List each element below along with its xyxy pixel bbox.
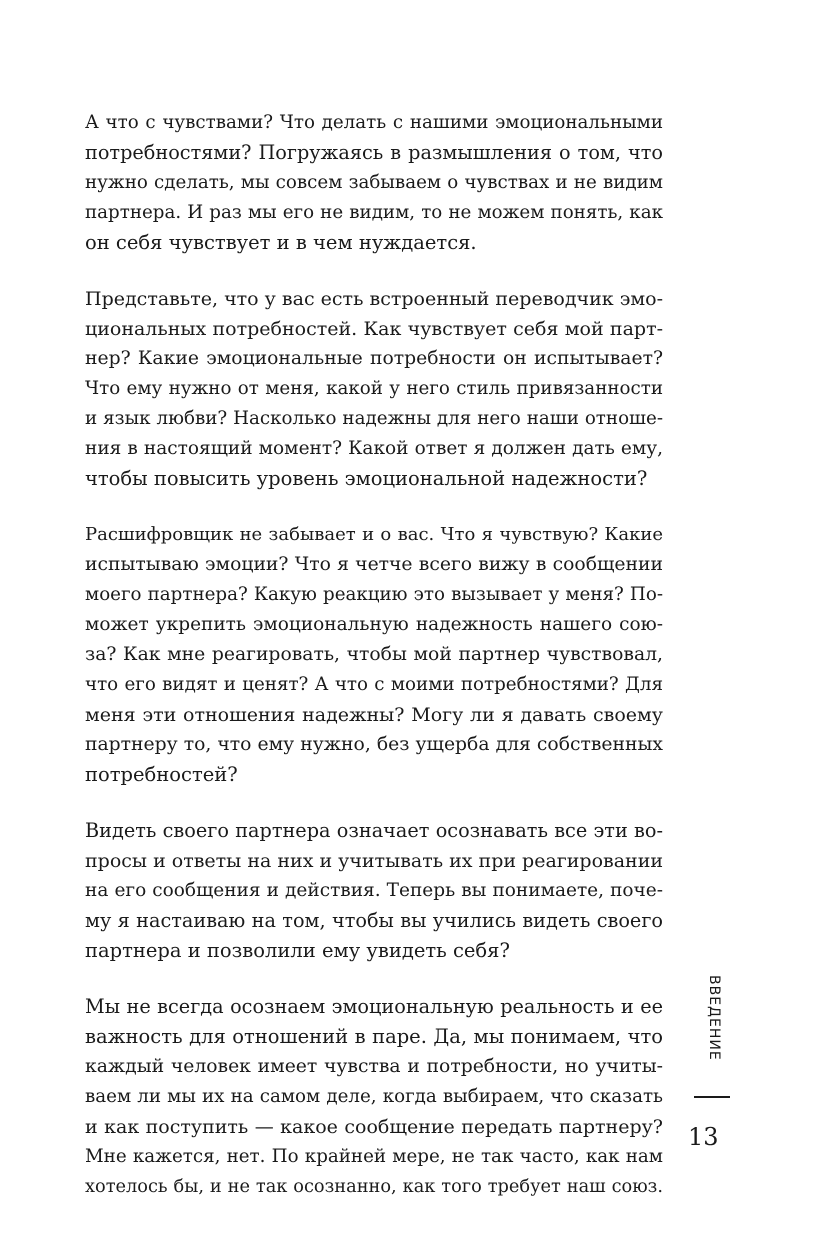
text-line: ваем ли мы их на самом деле, когда выбираем, что сказать [85,1086,663,1107]
page-body [85,108,663,1228]
text-line: испытываю эмоции? Что я четче всего вижу в сообщении [85,554,663,575]
text-line: хотелось бы, и не так осознанно, как того требует наш союз. [85,1177,663,1197]
text-line: партнера и позволили ему увидеть себя? [85,939,510,962]
text-line: Мне кажется, нет. По крайней мере, не так часто, как нам [85,1146,663,1167]
text-line: может укрепить эмоциональную надежность нашего сою- [85,614,663,635]
text-line: и язык любви? Насколько надежны для него наши отноше- [85,408,663,429]
text-line: нер? Какие эмоциональные потребности он испытывает? [85,348,663,369]
text-line: циональных потребностей. Как чувствует себя мой парт- [85,318,663,340]
text-line: Видеть своего партнера означает осознавать все эти во- [85,819,663,842]
text-line: чтобы повысить уровень эмоциональной надежности? [85,467,648,490]
text-line: он себя чувствует и в чем нуждается. [85,231,477,254]
text-line: просы и ответы на них и учитывать их при реагировании [85,850,664,872]
text-line: и как поступить — какое сообщение передать партнеру? [85,1116,663,1138]
text-line: потребностей? [85,763,238,786]
text-line: партнеру то, что ему нужно, без ущерба для собственных [85,734,663,755]
text-line: А что с чувствами? Что делать с нашими эмоциональными [85,112,663,133]
text-line: Мы не всегда осознаем эмоциональную реальность и ее [85,995,663,1018]
text-line: моего партнера? Какую реакцию это вызывает у меня? По- [85,584,663,605]
text-line: что его видят и ценят? А что с моими потребностями? Для [85,674,663,695]
text-line: партнера. И раз мы его не видим, то не можем понять, как [85,202,663,223]
text-line: Представьте, что у вас есть встроенный переводчик эмо- [85,288,663,310]
paragraph-1 [85,108,663,258]
section-label: ВВЕДЕНИЕ [706,975,722,1061]
text-line: ния в настоящий момент? Какой ответ я должен дать ему, [85,438,663,459]
text-line: Что ему нужно от меня, какой у него стиль привязанности [85,378,663,399]
text-line: важность для отношений в паре. Да, мы понимаем, что [85,1025,663,1048]
text-line: на его сообщения и действия. Теперь вы понимаете, поче- [85,880,663,901]
page-rule [694,1096,730,1098]
text-line: меня эти отношения надежны? Могу ли я давать своему [85,704,663,726]
text-line: Расшифровщик не забывает и о вас. Что я чувствую? Какие [85,524,663,545]
paragraph-4 [85,816,663,966]
paragraph-2 [85,284,663,494]
page-number: 13 [688,1123,719,1151]
text-line: потребностями? Погружаясь в размышления о том, что [85,141,663,164]
text-line: каждый человек имеет чувства и потребности, но учиты- [85,1056,663,1077]
text-line: за? Как мне реагировать, чтобы мой партнер чувствовал, [85,644,663,665]
paragraph-5 [85,992,663,1202]
text-line: нужно сделать, мы совсем забываем о чувствах и не видим [85,172,663,193]
paragraph-3 [85,520,663,790]
text-line: му я настаиваю на том, чтобы вы учились видеть своего [85,909,663,932]
